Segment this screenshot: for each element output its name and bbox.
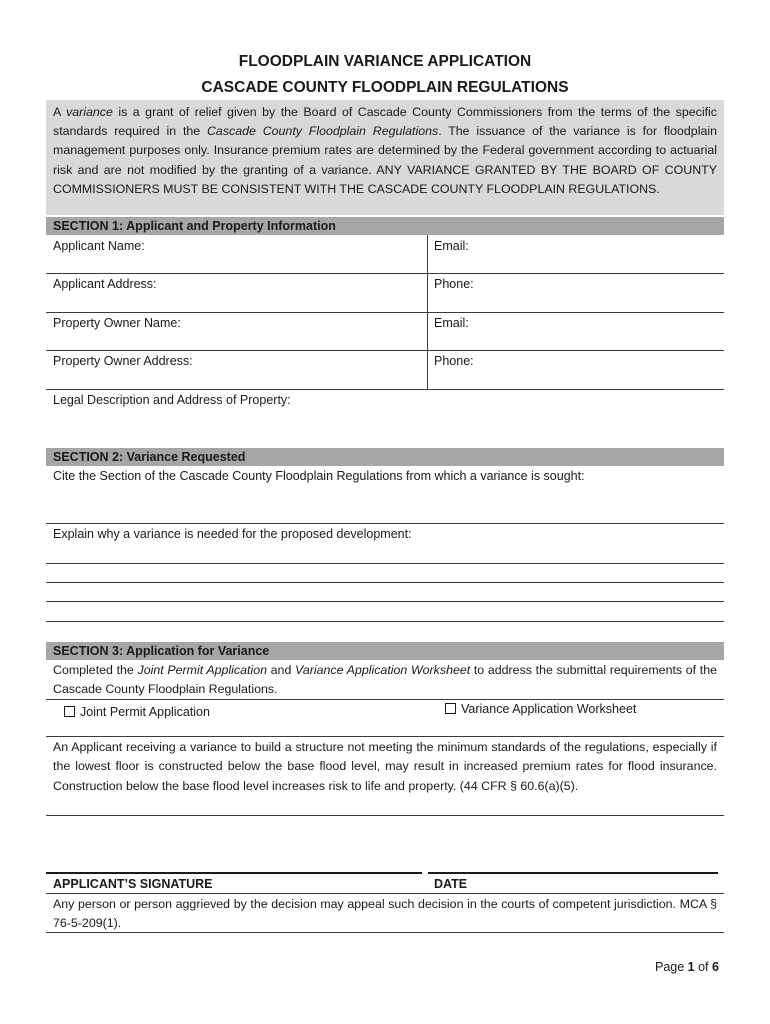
section2-header: SECTION 2: Variance Requested xyxy=(46,448,724,466)
row-divider xyxy=(46,350,724,351)
applicant-address-label: Applicant Address: xyxy=(53,277,157,291)
owner-phone-label: Phone: xyxy=(434,354,474,368)
row-divider xyxy=(46,893,724,894)
intro-variance-term: variance xyxy=(66,105,113,119)
explain-variance-label: Explain why a variance is needed for the proposed development: xyxy=(53,527,412,541)
owner-email-label: Email: xyxy=(434,316,469,330)
joint-permit-term: Joint Permit Application xyxy=(137,663,267,677)
explain-answer-line[interactable] xyxy=(46,601,724,602)
page-current: 1 xyxy=(687,960,695,974)
worksheet-checkbox[interactable] xyxy=(445,702,636,717)
intro-text-5: . The issuance of the variance is for floodplain management purposes only. Insurance premium rates are determined by the Federal government according to actuarial risk and are not modified by the granting of a variance. ANY VARIANCE GRANTED BY THE BOARD OF COUNTY COMMISSIONERS MUST BE CONSISTENT WITH THE CASCADE COUNTY FLOODPLAIN REGULATIONS. xyxy=(53,124,717,196)
joint-permit-checkbox[interactable] xyxy=(64,705,210,720)
worksheet-term: Variance Application Worksheet xyxy=(295,663,471,677)
form-title: FLOODPLAIN VARIANCE APPLICATION xyxy=(238,53,532,70)
warning-paragraph: An Applicant receiving a variance to build a structure not meeting the minimum standards of the regulations, especially if the lowest floor is constructed below the base flood level, may result in increased premium rates for flood insurance. Construction below the base flood level increases risk to life and property. (44 CFR § 60.6(a)(5). xyxy=(53,740,717,793)
intro-text-3: is a grant of relief given by the Board of Cascade County Commissioners from the terms of the specific standards required in the xyxy=(53,105,717,139)
joint-permit-checkbox-label: Joint Permit Application xyxy=(80,705,210,719)
row-divider xyxy=(46,312,724,313)
page-number xyxy=(655,960,719,975)
row-divider xyxy=(46,815,724,816)
signature-line[interactable] xyxy=(46,872,422,874)
owner-name-label: Property Owner Name: xyxy=(53,316,181,330)
page-of-word: of xyxy=(694,960,712,974)
row-divider xyxy=(46,699,724,700)
legal-description-label: Legal Description and Address of Property: xyxy=(53,393,291,407)
row-divider xyxy=(46,932,724,933)
appeal-paragraph: Any person or person aggrieved by the decision may appeal such decision in the courts of competent jurisdiction. MCA § 76-5-209(1). xyxy=(53,897,717,931)
section3-instructions xyxy=(53,661,717,700)
cite-section-label: Cite the Section of the Cascade County Floodplain Regulations from which a variance is sought: xyxy=(53,469,585,483)
explain-answer-line[interactable] xyxy=(46,621,724,622)
page-total: 6 xyxy=(712,960,719,974)
checkbox-icon[interactable] xyxy=(445,703,456,714)
date-label: DATE xyxy=(434,877,468,891)
applicant-email-label: Email: xyxy=(434,239,469,253)
intro-paragraph xyxy=(46,100,724,215)
signature-label: APPLICANT’S SIGNATURE xyxy=(53,877,213,891)
intro-regulations-term: Cascade County Floodplain Regulations xyxy=(206,124,439,139)
section3-header: SECTION 3: Application for Variance xyxy=(46,642,724,660)
checkbox-icon[interactable] xyxy=(64,706,75,717)
intro-text-1: A xyxy=(53,105,67,119)
row-divider xyxy=(46,273,724,274)
worksheet-checkbox-label: Variance Application Worksheet xyxy=(461,702,637,716)
explain-answer-line[interactable] xyxy=(46,563,724,564)
applicant-name-label: Applicant Name: xyxy=(53,239,145,253)
page-word: Page xyxy=(655,960,688,974)
form-subtitle: CASCADE COUNTY FLOODPLAIN REGULATIONS xyxy=(201,79,569,96)
cite-answer-line[interactable] xyxy=(46,523,724,524)
section1-header: SECTION 1: Applicant and Property Information xyxy=(46,217,724,235)
instr-text: Completed the xyxy=(53,663,138,677)
owner-address-label: Property Owner Address: xyxy=(53,354,193,368)
date-line[interactable] xyxy=(428,872,718,874)
row-divider xyxy=(46,736,724,737)
instr-text: and xyxy=(266,663,296,677)
explain-answer-line[interactable] xyxy=(46,582,724,583)
instr-text: to address the submittal requirements of the Cascade County Floodplain Regulations. xyxy=(53,663,718,697)
applicant-phone-label: Phone: xyxy=(434,277,474,291)
row-divider xyxy=(46,389,724,390)
